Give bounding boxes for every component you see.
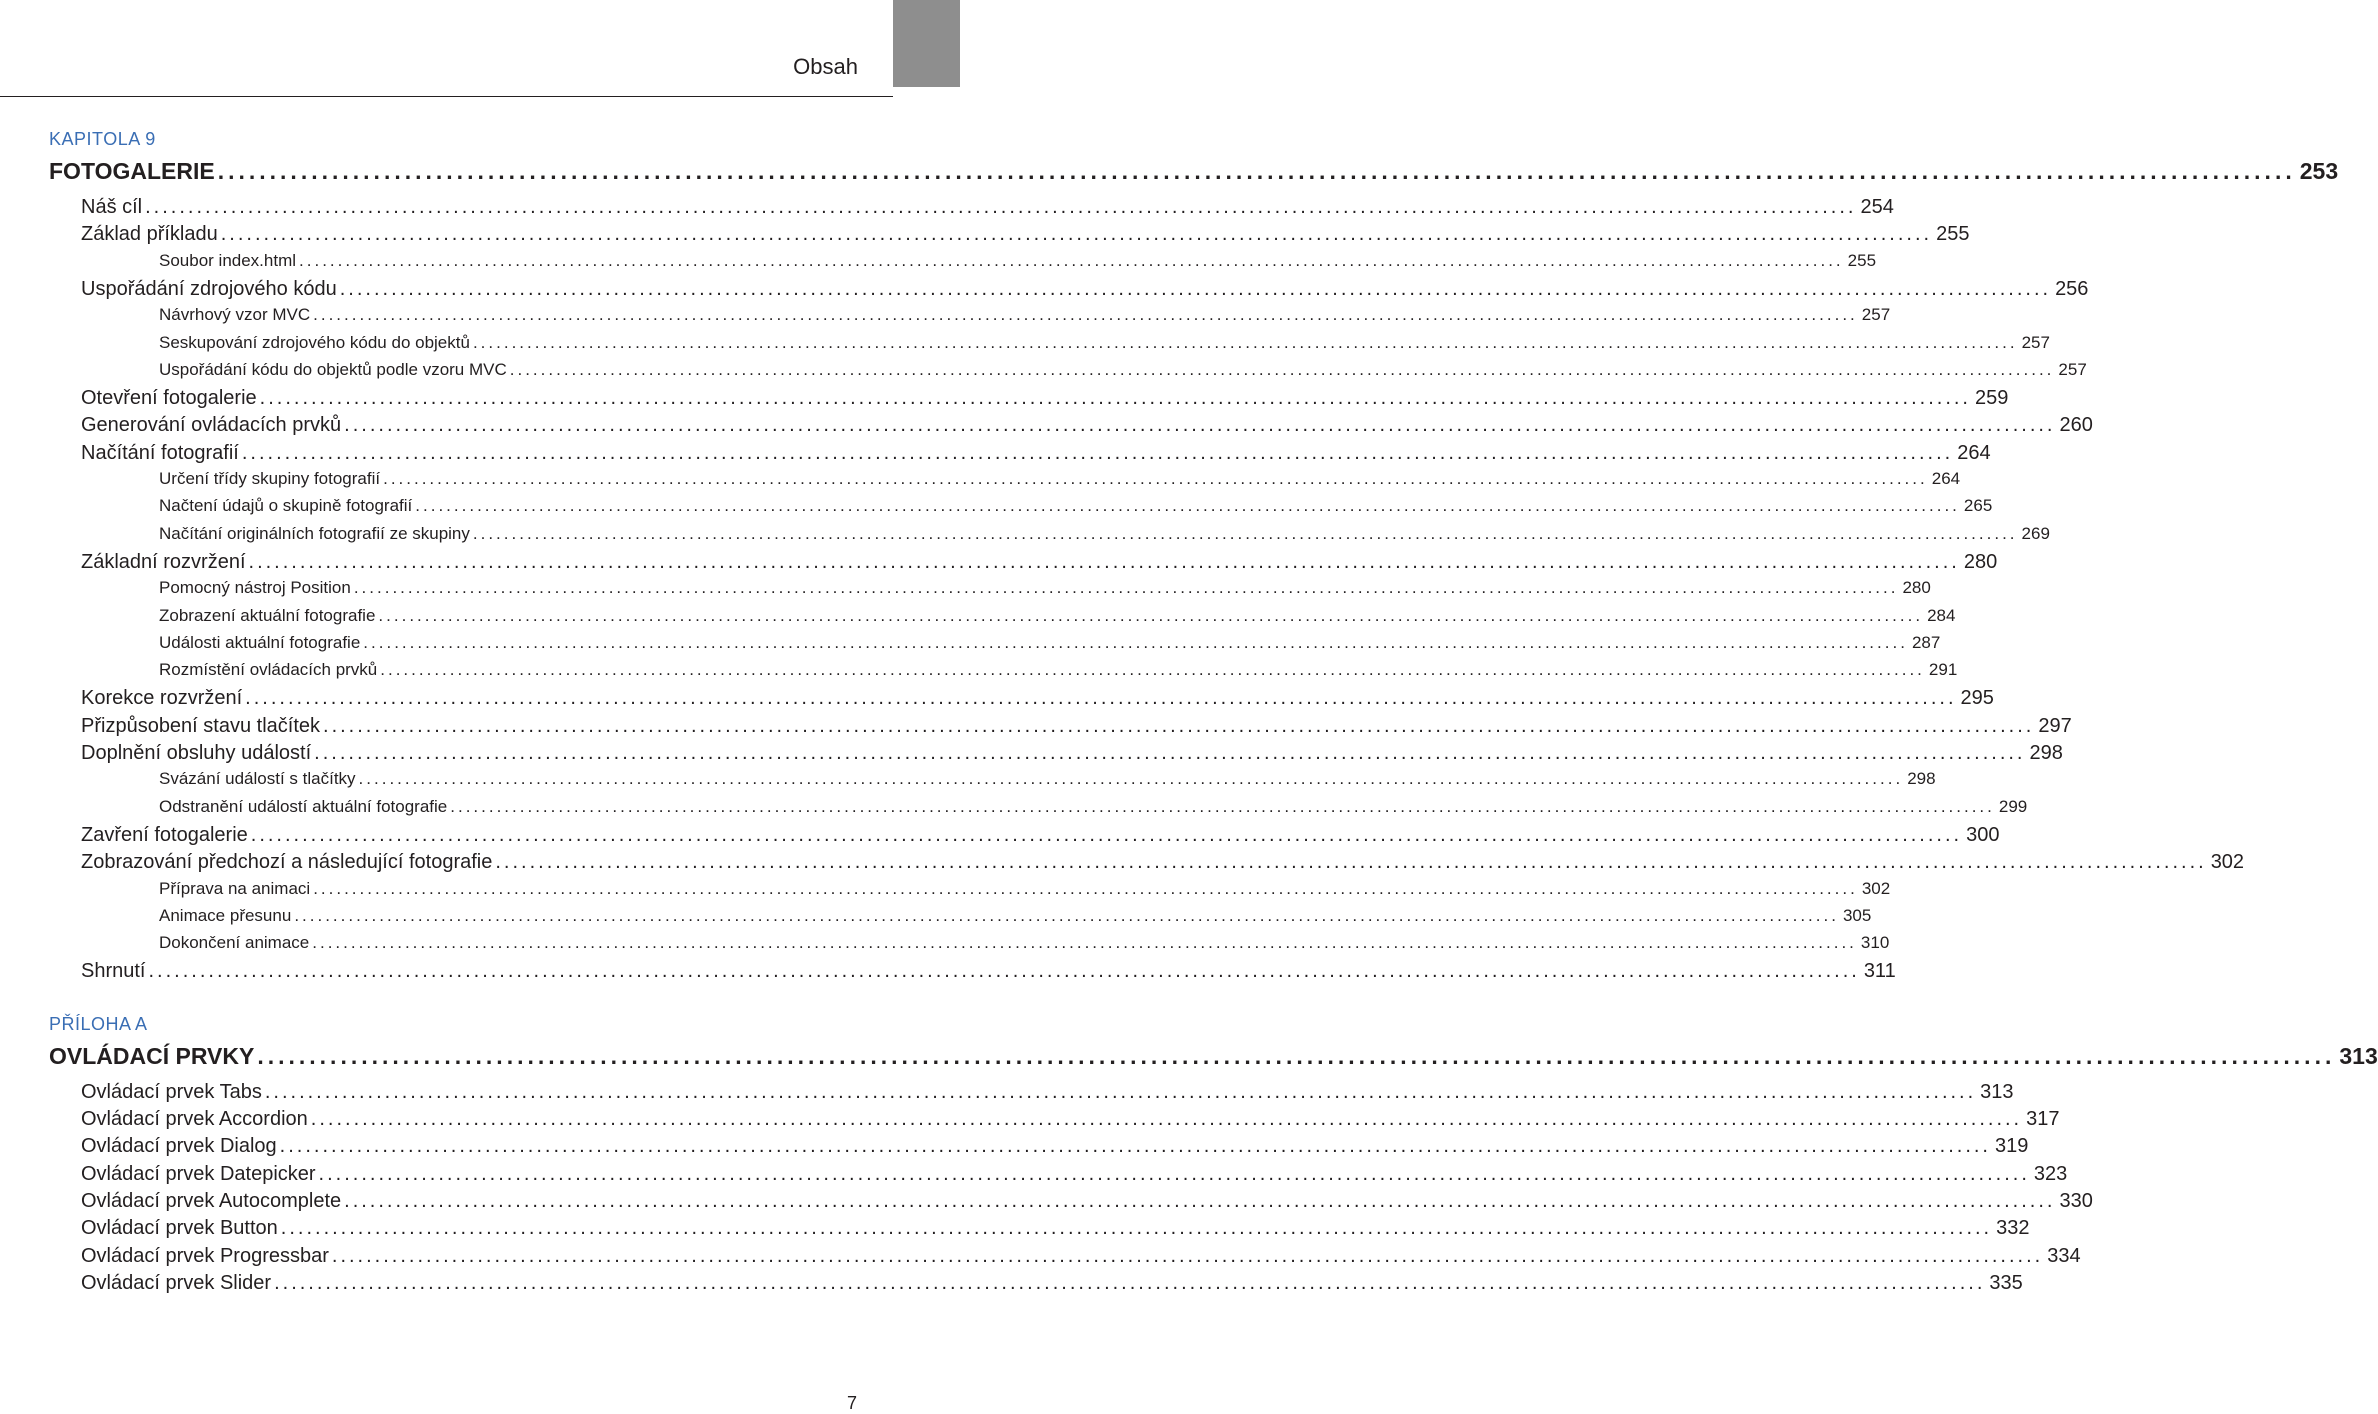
toc-entry-title: Návrhový vzor MVC (159, 305, 311, 325)
toc-entry-page-number: 259 (1974, 387, 2009, 410)
toc-entry-title: Uspořádání kódu do objektů podle vzoru MVC (159, 359, 507, 379)
page-number: 7 (846, 1393, 857, 1413)
dot-leader: ........................................................................................................................................................................................................ (383, 469, 1928, 488)
toc-entry-title: Načtení údajů o skupině fotografií (159, 496, 413, 516)
toc-subentry[interactable] (159, 660, 1958, 680)
toc-subentry[interactable] (159, 578, 1931, 598)
toc-entry-page-number: 335 (1989, 1271, 2023, 1294)
dot-leader: ........................................................................................................................................................................................................ (220, 223, 1933, 246)
dot-leader: ........................................................................................................................................................................................................ (294, 905, 1839, 925)
dot-leader: ........................................................................................................................................................................................................ (314, 742, 2026, 764)
toc-subentry[interactable] (159, 878, 1891, 899)
chapter-label: PŘÍLOHA A (49, 1013, 148, 1034)
dot-leader: ........................................................................................................................................................................................................ (148, 960, 1860, 983)
toc-subentry[interactable] (159, 905, 1872, 926)
toc-entry-page-number: 264 (1957, 441, 1991, 464)
dot-leader: ........................................................................................................................................................................................................ (250, 823, 1963, 846)
dot-leader: ........................................................................................................................................................................................................ (280, 1217, 1993, 1240)
dot-leader: ........................................................................................................................................................................................................ (344, 1189, 2056, 1212)
dot-leader: ........................................................................................................................................................................................................ (259, 387, 1971, 410)
dot-leader: ........................................................................................................................................................................................................ (380, 660, 1925, 680)
toc-subentry[interactable] (159, 305, 1891, 325)
toc-entry-title: Doplnění obsluhy událostí (81, 742, 312, 764)
toc-entry[interactable] (81, 1189, 2093, 1213)
dot-leader: ........................................................................................................................................................................................................ (450, 796, 1995, 816)
toc-entry-page-number: 332 (1996, 1217, 2030, 1240)
toc-entry-page-number: 300 (1966, 823, 2000, 846)
toc-entry-title: Ovládací prvek Accordion (81, 1108, 308, 1130)
toc-entry-page-number: 265 (1963, 496, 1993, 516)
toc-chapter-heading[interactable] (49, 158, 2339, 185)
toc-entry-title: Seskupování zdrojového kódu do objektů (159, 332, 470, 352)
dot-leader: ........................................................................................................................................................................................................ (495, 851, 2207, 874)
toc-entry[interactable] (81, 1135, 2029, 1158)
toc-entry[interactable] (81, 550, 1998, 574)
dot-leader: ........................................................................................................................................................................................................ (313, 878, 1858, 898)
toc-entry[interactable] (81, 687, 1994, 710)
dot-leader: ........................................................................................................................................................................................................ (358, 769, 1904, 789)
toc-entry-title: Ovládací prvek Dialog (81, 1135, 277, 1158)
dot-leader: ........................................................................................................................................................................................................ (331, 1244, 2044, 1267)
toc-entry-title: Ovládací prvek Tabs (81, 1080, 262, 1103)
toc-subentry[interactable] (159, 332, 2050, 353)
toc-entry-title: Soubor index.html (159, 250, 297, 270)
toc-entry-title: Rozmístění ovládacích prvků (159, 660, 378, 680)
toc-entry-page-number: 313 (2339, 1042, 2378, 1069)
toc-entry-page-number: 257 (2021, 332, 2050, 352)
toc-entry-page-number: 317 (2026, 1108, 2060, 1130)
toc-entry[interactable] (81, 742, 2063, 765)
toc-entry-page-number: 280 (1902, 578, 1931, 598)
toc-entry-title: Pomocný nástroj Position (159, 578, 351, 598)
toc-entry-page-number: 260 (2059, 414, 2093, 437)
toc-entry-page-number: 257 (1861, 305, 1891, 325)
toc-entry-title: Načítání fotografií (81, 441, 239, 464)
toc-entry-page-number: 330 (2059, 1189, 2093, 1212)
toc-entry-page-number: 264 (1931, 469, 1961, 488)
toc-entry-title: FOTOGALERIE (49, 158, 215, 184)
toc-entry[interactable] (81, 851, 2245, 874)
toc-subentry[interactable] (159, 523, 2050, 544)
dot-leader: ........................................................................................................................................................................................................ (241, 441, 1954, 464)
toc-entry-title: Základ příkladu (81, 223, 218, 246)
toc-entry-page-number: 298 (2029, 742, 2063, 764)
toc-entry-page-number: 280 (1963, 550, 1998, 573)
dot-leader: ........................................................................................................................................................................................................ (344, 414, 2056, 437)
dot-leader: ........................................................................................................................................................................................................ (323, 714, 2035, 737)
toc-entry[interactable] (81, 277, 2089, 301)
toc-entry-page-number: 254 (1860, 196, 1894, 218)
toc-entry[interactable] (81, 223, 1970, 246)
toc-entry-title: Základní rozvržení (81, 550, 246, 573)
header-rule (0, 96, 893, 97)
toc-entry[interactable] (81, 714, 2072, 738)
toc-entry-page-number: 305 (1842, 905, 1872, 925)
toc-entry[interactable] (81, 196, 1894, 219)
toc-entry-title: Určení třídy skupiny fotografií (159, 469, 381, 488)
toc-entry-title: Zobrazení aktuální fotografie (159, 605, 376, 625)
toc-entry-title: Ovládací prvek Datepicker (81, 1162, 316, 1185)
toc-entry[interactable] (81, 387, 2009, 410)
dot-leader: ........................................................................................................................................................................................................ (245, 687, 1957, 710)
toc-entry[interactable] (81, 414, 2093, 437)
toc-entry-title: Přizpůsobení stavu tlačítek (81, 714, 321, 737)
toc-chapter-heading[interactable] (49, 1042, 2378, 1070)
toc-subentry[interactable] (159, 632, 1941, 653)
toc-entry-title: Ovládací prvek Autocomplete (81, 1189, 342, 1212)
dot-leader: ........................................................................................................................................................................................................ (378, 605, 1924, 625)
toc-entry-page-number: 256 (2055, 277, 2089, 300)
toc-subentry[interactable] (159, 769, 1936, 789)
toc-entry-title: Načítání originálních fotografií ze skupiny (159, 523, 470, 543)
toc-entry-title: Generování ovládacích prvků (81, 414, 342, 437)
dot-leader: ........................................................................................................................................................................................................ (310, 1108, 2023, 1130)
toc-entry-page-number: 302 (1861, 878, 1891, 898)
toc-subentry[interactable] (159, 250, 1877, 271)
toc-entry-page-number: 297 (2038, 714, 2072, 737)
toc-entry-page-number: 287 (1911, 632, 1941, 652)
toc-entry-title: Svázání událostí s tlačítky (159, 769, 356, 789)
toc-entry-title: Animace přesunu (159, 905, 292, 925)
dot-leader: ........................................................................................................................................................................................................ (279, 1135, 1991, 1158)
toc-entry-title: Odstranění událostí aktuální fotografie (159, 796, 448, 816)
toc-entry[interactable] (81, 1244, 2081, 1268)
toc-entry-page-number: 269 (2021, 523, 2050, 543)
dot-leader: ........................................................................................................................................................................................................ (217, 158, 2296, 184)
toc-entry-page-number: 291 (1928, 660, 1958, 680)
toc-entry-title: Otevření fotogalerie (81, 387, 257, 410)
dot-leader: ........................................................................................................................................................................................................ (339, 277, 2052, 300)
toc-entry[interactable] (81, 1080, 2014, 1104)
toc-entry-title: Zobrazování předchozí a následující fotografie (81, 851, 493, 874)
toc-entry-title: Shrnutí (81, 960, 146, 983)
toc-entry-page-number: 298 (1907, 769, 1936, 789)
dot-leader: ........................................................................................................................................................................................................ (509, 359, 2055, 379)
dot-leader: ........................................................................................................................................................................................................ (145, 196, 1857, 218)
toc-entry-page-number: 311 (1863, 960, 1896, 983)
toc-entry-page-number: 257 (2058, 359, 2087, 379)
toc-entry-page-number: 323 (2033, 1162, 2068, 1185)
dot-leader: ........................................................................................................................................................................................................ (264, 1080, 1977, 1103)
toc-entry-page-number: 299 (1998, 796, 2028, 816)
dot-leader: ........................................................................................................................................................................................................ (472, 523, 2018, 543)
toc-entry-page-number: 313 (1980, 1080, 2014, 1103)
toc-entry-title: Uspořádání zdrojového kódu (81, 277, 337, 300)
toc-entry-page-number: 255 (1847, 250, 1877, 270)
toc-entry[interactable] (81, 823, 2000, 847)
toc-subentry[interactable] (159, 933, 1890, 953)
dot-leader: ........................................................................................................................................................................................................ (248, 550, 1960, 573)
toc-entry[interactable] (81, 1162, 2068, 1186)
dot-leader: ........................................................................................................................................................................................................ (472, 332, 2018, 352)
dot-leader: ........................................................................................................................................................................................................ (415, 496, 1960, 516)
dot-leader: ........................................................................................................................................................................................................ (318, 1162, 2030, 1185)
dot-leader: ........................................................................................................................................................................................................ (274, 1271, 1986, 1294)
chapter-label: KAPITOLA 9 (49, 129, 156, 149)
toc-entry-title: Zavření fotogalerie (81, 823, 248, 846)
toc-subentry[interactable] (159, 496, 1993, 516)
running-header: Obsah (793, 54, 858, 79)
dot-leader: ........................................................................................................................................................................................................ (312, 933, 1857, 953)
toc-entry-page-number: 310 (1860, 933, 1890, 953)
toc-entry[interactable] (81, 1271, 2023, 1295)
toc-entry-page-number: 334 (2047, 1244, 2081, 1267)
dot-leader: ........................................................................................................................................................................................................ (353, 578, 1899, 598)
dot-leader: ........................................................................................................................................................................................................ (313, 305, 1858, 325)
toc-subentry[interactable] (159, 796, 2028, 817)
toc-subentry[interactable] (159, 469, 1961, 489)
toc-entry[interactable] (81, 1217, 2030, 1240)
toc-entry-page-number: 302 (2210, 851, 2245, 874)
toc-entry-title: Náš cíl (81, 196, 143, 218)
corner-tab-marker (893, 0, 960, 87)
toc-entry-title: Příprava na animaci (159, 878, 311, 898)
toc-entry-title: Korekce rozvržení (81, 687, 243, 710)
toc-subentry[interactable] (159, 359, 2087, 380)
toc-entry-title: Dokončení animace (159, 933, 310, 953)
dot-leader: ........................................................................................................................................................................................................ (257, 1042, 2336, 1069)
toc-subentry[interactable] (159, 605, 1956, 626)
dot-leader: ........................................................................................................................................................................................................ (299, 250, 1844, 270)
toc-entry-title: Události aktuální fotografie (159, 632, 361, 652)
toc-entry-page-number: 255 (1936, 223, 1970, 246)
toc-entry[interactable] (81, 441, 1991, 465)
toc-entry-title: OVLÁDACÍ PRVKY (49, 1042, 255, 1069)
toc-entry-title: Ovládací prvek Button (81, 1217, 278, 1240)
toc-entry-page-number: 319 (1994, 1135, 2029, 1158)
toc-entry-title: Ovládací prvek Slider (81, 1271, 272, 1294)
toc-entry-page-number: 284 (1927, 605, 1956, 625)
toc-entry[interactable] (81, 960, 1896, 983)
toc-entry-page-number: 295 (1960, 687, 1994, 710)
toc-entry-page-number: 253 (2299, 158, 2339, 184)
toc-entry[interactable] (81, 1108, 2060, 1131)
toc-entry-title: Ovládací prvek Progressbar (81, 1244, 329, 1267)
dot-leader: ........................................................................................................................................................................................................ (363, 632, 1908, 652)
